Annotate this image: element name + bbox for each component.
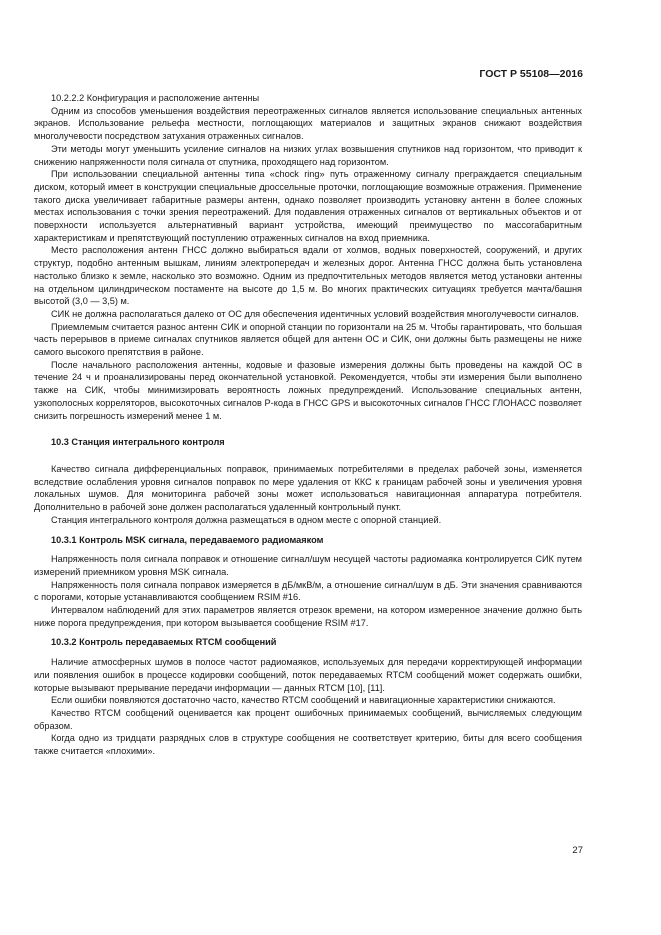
- paragraph: Эти методы могут уменьшить усиление сигналов на низких углах возвышения спутников над горизонтом, что приводит к снижению напряженности поля сигнала от спутника, проходящего над горизонтом.: [34, 143, 582, 167]
- paragraph: Приемлемым считается разнос антенн СИК и опорной станции по горизонтали на 25 м. Чтобы гарантировать, что большая часть перерывов в приеме сигналах спутников является общей для антенн ОС и СИК, они должны быть размещены не ниже самого высокого препятствия в районе.: [34, 321, 582, 358]
- paragraph: СИК не должна располагаться далеко от ОС для обеспечения идентичных условий воздействия многолучевости сигналов.: [51, 308, 579, 319]
- paragraph: Место расположения антенн ГНСС должно выбираться вдали от холмов, водных поверхностей, сооружений, и других структур, подобно антенным вышкам, линиям электропередач и железных дорог. Антенна ГНСС должна быть установлена настолько близко к земле, насколько это возможно. Одним из предпочтительных методов является метод установки антенны на отдельном цилиндрическом постаменте на высоте до 1,5 м. Во многих практических ситуациях требуется мачта/башня высотой (3,0 — 3,5) м.: [34, 245, 582, 307]
- section-heading-10-3: 10.3 Станция интегрального контроля: [51, 437, 225, 448]
- section-heading-10-3-2: 10.3.2 Контроль передаваемых RTCM сообщений: [51, 637, 277, 648]
- paragraph: Станция интегрального контроля должна размещаться в одном месте с опорной станцией.: [51, 514, 442, 525]
- paragraph: Интервалом наблюдений для этих параметров является отрезок времени, на котором измеренное значение должно быть ниже порога предупреждения, при котором вызывается сообщение RSIM #17.: [34, 605, 582, 628]
- paragraph: Когда одно из тридцати разрядных слов в структуре сообщения не соответствует критерию, биты для всего сообщения также считается «плохими».: [34, 733, 582, 757]
- paragraph: Наличие атмосферных шумов в полосе частот радиомаяков, используемых для передачи корректирующей информации или появления ошибок в процессе кодировки сообщений, поток передаваемых RTCM сообщений может содержать ошибки, которые вызывают прерывание передачи информации — данных RTCM [10], [11].: [34, 657, 582, 693]
- page-body: [34, 92, 582, 758]
- section-heading-10-3-1: 10.3.1 Контроль MSK сигнала, передаваемого радиомаяком: [51, 534, 324, 545]
- page-number: 27: [572, 845, 583, 856]
- paragraph: При использовании специальной антенны типа «chock ring» путь отраженному сигналу преграждается специальным диском, который имеет в конструкции специальные дроссельные проточки, поглощающие возможные отражения. Применение такого диска увеличивает габаритные размеры антенн, однако позволяет производить установку антенн в более сложных местах использования с точки зрения переотражений. Для подавления отраженных сигналов от вертикальных объектов и от поверхности используется альтернативный вариант устройства, имеющий преимущество по массогабаритным характеристикам и препятствующий поступлению отраженных сигналов на вход приемника.: [34, 169, 582, 243]
- paragraph: После начального расположения антенны, кодовые и фазовые измерения должны быть проведены на каждой ОС в течение 24 ч и проанализированы перед окончательной установкой. Рекомендуется, чтобы эти измерения были выполнено также на СИК, чтобы минимизировать вероятность ложных предупреждений. Использование специальных антенн, узкополосных корреляторов, высокоточных сигналов Р-кода в ГНСС GPS и высокоточных сигналов ГНСС ГЛОНАСС позволяет снизить погрешность измерений менее 1 м.: [34, 359, 582, 421]
- subsection-title: 10.2.2.2 Конфигурация и расположение антенны: [51, 93, 260, 103]
- paragraph: Напряженность поля сигнала поправок измеряется в дБ/мкВ/м, а отношение сигнал/шум в дБ. Эти значения сравниваются с порогами, которые устанавливаются сообщением RSIM #16.: [34, 579, 582, 603]
- paragraph: Качество RTCM сообщений оценивается как процент ошибочных принимаемых сообщений, вычисляемых следующим образом.: [34, 707, 582, 731]
- paragraph: Одним из способов уменьшения воздействия переотраженных сигналов является использование специальных антенных экранов. Использование рельефа местности, поглощающих материалов и защитных экранов снижают воздействия многолучевости посредством затухания отраженных сигналов.: [34, 105, 582, 142]
- paragraph: Напряженность поля сигнала поправок и отношение сигнал/шум несущей частоты радиомаяка контролируется СИК путем измерений приемником уровня MSK сигнала.: [34, 554, 582, 577]
- document-code: ГОСТ Р 55108—2016: [479, 68, 583, 80]
- paragraph: Если ошибки появляются достаточно часто, качество RTCM сообщений и навигационные характеристики снижаются.: [51, 695, 556, 706]
- paragraph: Качество сигнала дифференциальных поправок, принимаемых потребителями в пределах рабочей зоны, изменяется вследствие ослабления уровня сигналов поправок по мере удаления от ККС к границам рабочей зоны и увеличения уровня локальных шумов. Для мониторинга рабочей зоны может использоваться навигационная аппаратура потребителя. Дополнительно в рабочей зоне должен располагаться удаленный контрольный пункт.: [34, 463, 582, 513]
